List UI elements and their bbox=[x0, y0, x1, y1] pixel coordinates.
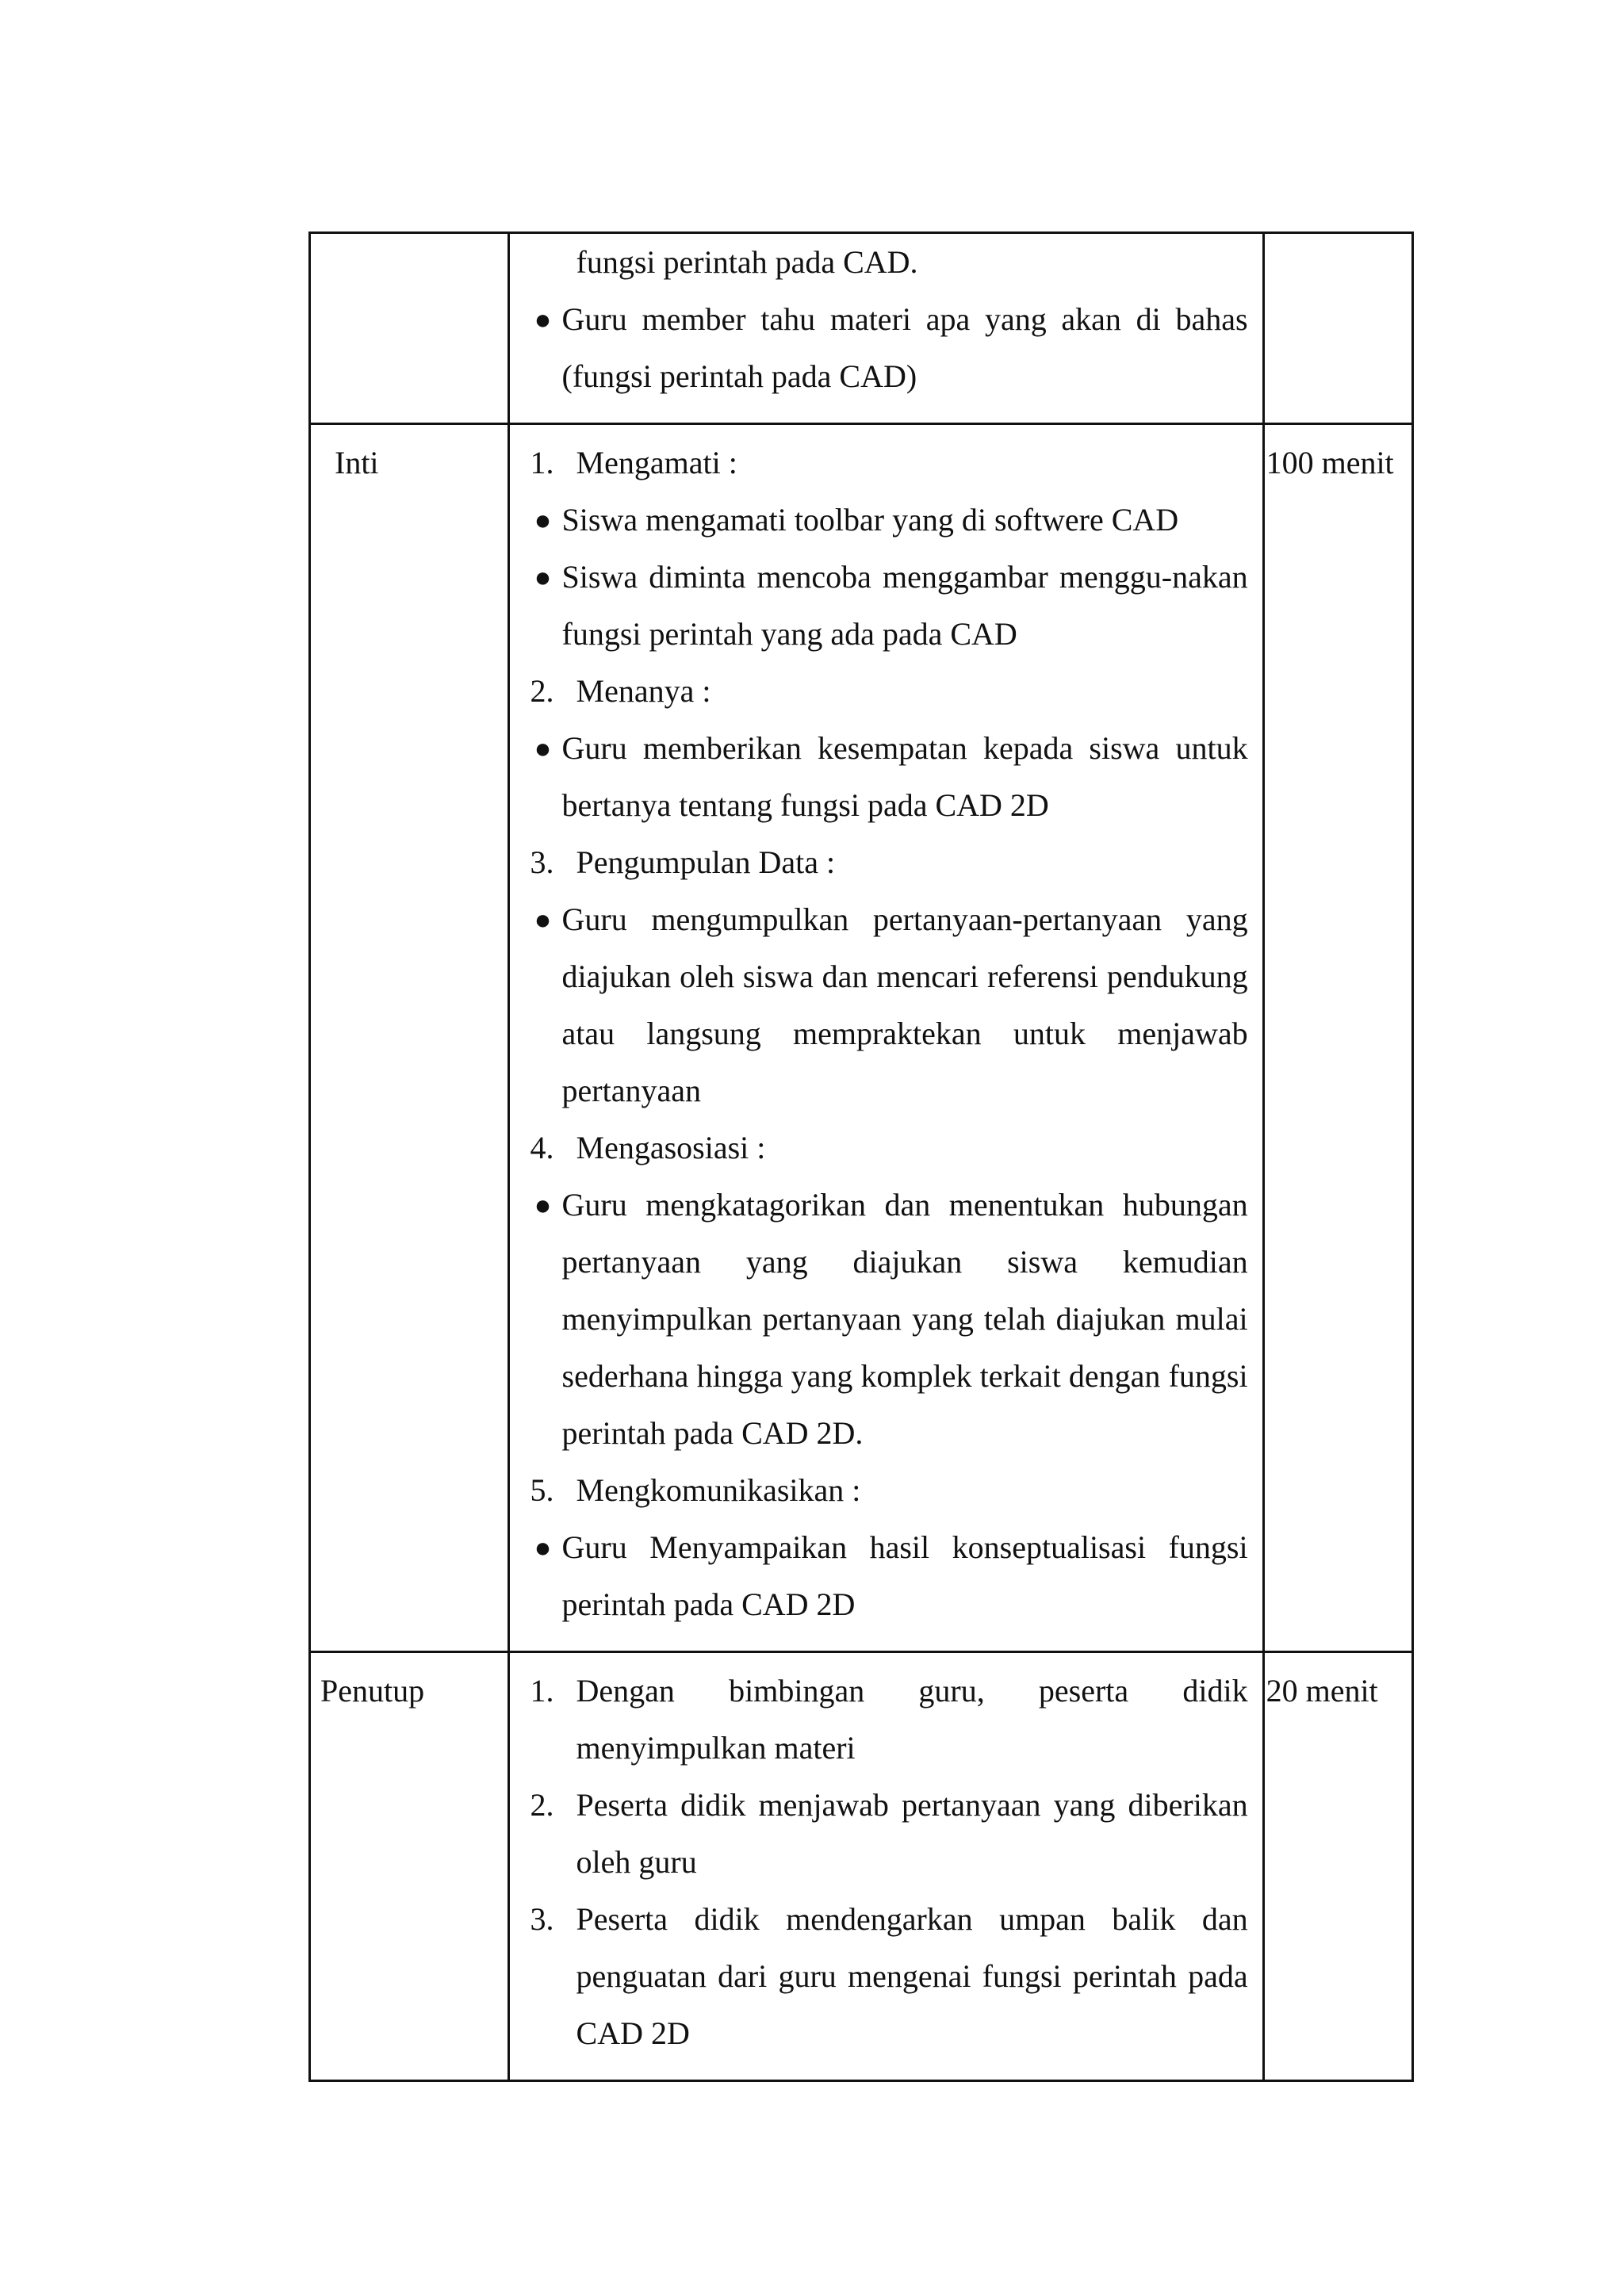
bullet-text: Siswa mengamati toolbar yang di softwere CAD bbox=[561, 502, 1179, 538]
item-text: Peserta didik mendengarkan umpan balik dan penguatan dari guru mengenai fungsi perintah pada CAD 2D bbox=[576, 1901, 1248, 2051]
item-text: Dengan bimbingan guru, peserta didik menyimpulkan materi bbox=[576, 1673, 1248, 1766]
time-cell bbox=[1263, 424, 1412, 1652]
step-title: Menanya : bbox=[576, 673, 711, 709]
step-heading bbox=[524, 834, 1248, 891]
bullet-icon: ● bbox=[534, 733, 552, 764]
phase-label: Penutup bbox=[320, 1673, 425, 1709]
step-title: Pengumpulan Data : bbox=[576, 844, 836, 880]
step-heading bbox=[524, 1462, 1248, 1519]
description-cell bbox=[508, 233, 1263, 424]
bullet-text: Siswa diminta mencoba menggambar menggu-nakan fungsi perintah yang ada pada CAD bbox=[561, 559, 1248, 652]
list-item bbox=[524, 291, 1248, 405]
phase-cell bbox=[310, 233, 509, 424]
bullet-icon: ● bbox=[534, 304, 552, 335]
bullet-icon: ● bbox=[534, 1189, 552, 1221]
step-title: Mengamati : bbox=[576, 445, 737, 480]
continuation-text: fungsi perintah pada CAD. bbox=[576, 244, 918, 280]
list-item bbox=[524, 1519, 1248, 1633]
description-cell bbox=[508, 1652, 1263, 2081]
step-title: Mengasosiasi : bbox=[576, 1130, 766, 1165]
item-number: 2. bbox=[530, 1787, 554, 1823]
step-number: 3. bbox=[530, 844, 554, 880]
bullet-text: Guru Menyampaikan hasil konseptualisasi fungsi perintah pada CAD 2D bbox=[561, 1529, 1248, 1622]
step-number: 4. bbox=[530, 1130, 554, 1165]
time-label: 20 menit bbox=[1266, 1673, 1378, 1709]
step-number: 2. bbox=[530, 673, 554, 709]
time-cell bbox=[1263, 233, 1412, 424]
step-heading bbox=[524, 1119, 1248, 1177]
time-cell bbox=[1263, 1652, 1412, 2081]
phase-cell bbox=[310, 424, 509, 1652]
phase-label bbox=[311, 234, 508, 251]
bullet-icon: ● bbox=[534, 504, 552, 536]
table-row bbox=[310, 1652, 1413, 2081]
step-number: 5. bbox=[530, 1472, 554, 1508]
item-text: Peserta didik menjawab pertanyaan yang diberikan oleh guru bbox=[576, 1787, 1248, 1880]
list-item bbox=[524, 1777, 1248, 1891]
item-number: 1. bbox=[530, 1673, 554, 1709]
step-number: 1. bbox=[530, 445, 554, 480]
bullet-icon: ● bbox=[534, 1532, 552, 1563]
list-item bbox=[524, 720, 1248, 834]
bullet-text: Guru memberikan kesempatan kepada siswa untuk bertanya tentang fungsi pada CAD 2D bbox=[561, 730, 1248, 823]
list-item bbox=[524, 549, 1248, 663]
list-item bbox=[524, 1177, 1248, 1462]
bullet-text: Guru mengkatagorikan dan menentukan hubungan pertanyaan yang diajukan siswa kemudian menyimpulkan pertanyaan yang telah diajukan mulai sederhana hingga yang komplek terkait dengan fungsi perintah pada CAD 2D. bbox=[561, 1187, 1248, 1451]
list-item bbox=[524, 1663, 1248, 1777]
item-number: 3. bbox=[530, 1901, 554, 1937]
step-heading bbox=[524, 434, 1248, 492]
list-item bbox=[524, 891, 1248, 1119]
activity-table bbox=[308, 232, 1414, 2082]
bullet-icon: ● bbox=[534, 561, 552, 593]
table-row bbox=[310, 424, 1413, 1652]
phase-cell bbox=[310, 1652, 509, 2081]
bullet-icon: ● bbox=[534, 904, 552, 936]
step-heading bbox=[524, 663, 1248, 720]
bullet-text: Guru member tahu materi apa yang akan di bahas (fungsi perintah pada CAD) bbox=[561, 301, 1248, 394]
list-item bbox=[524, 1891, 1248, 2062]
time-label bbox=[1265, 234, 1411, 251]
time-label: 100 menit bbox=[1266, 445, 1394, 480]
table-row bbox=[310, 233, 1413, 424]
description-cell bbox=[508, 424, 1263, 1652]
step-title: Mengkomunikasikan : bbox=[576, 1472, 861, 1508]
list-item bbox=[524, 492, 1248, 549]
bullet-text: Guru mengumpulkan pertanyaan-pertanyaan yang diajukan oleh siswa dan mencari referensi pendukung atau langsung mempraktekan untuk menjawab pertanyaan bbox=[561, 901, 1248, 1108]
phase-label: Inti bbox=[335, 445, 379, 480]
